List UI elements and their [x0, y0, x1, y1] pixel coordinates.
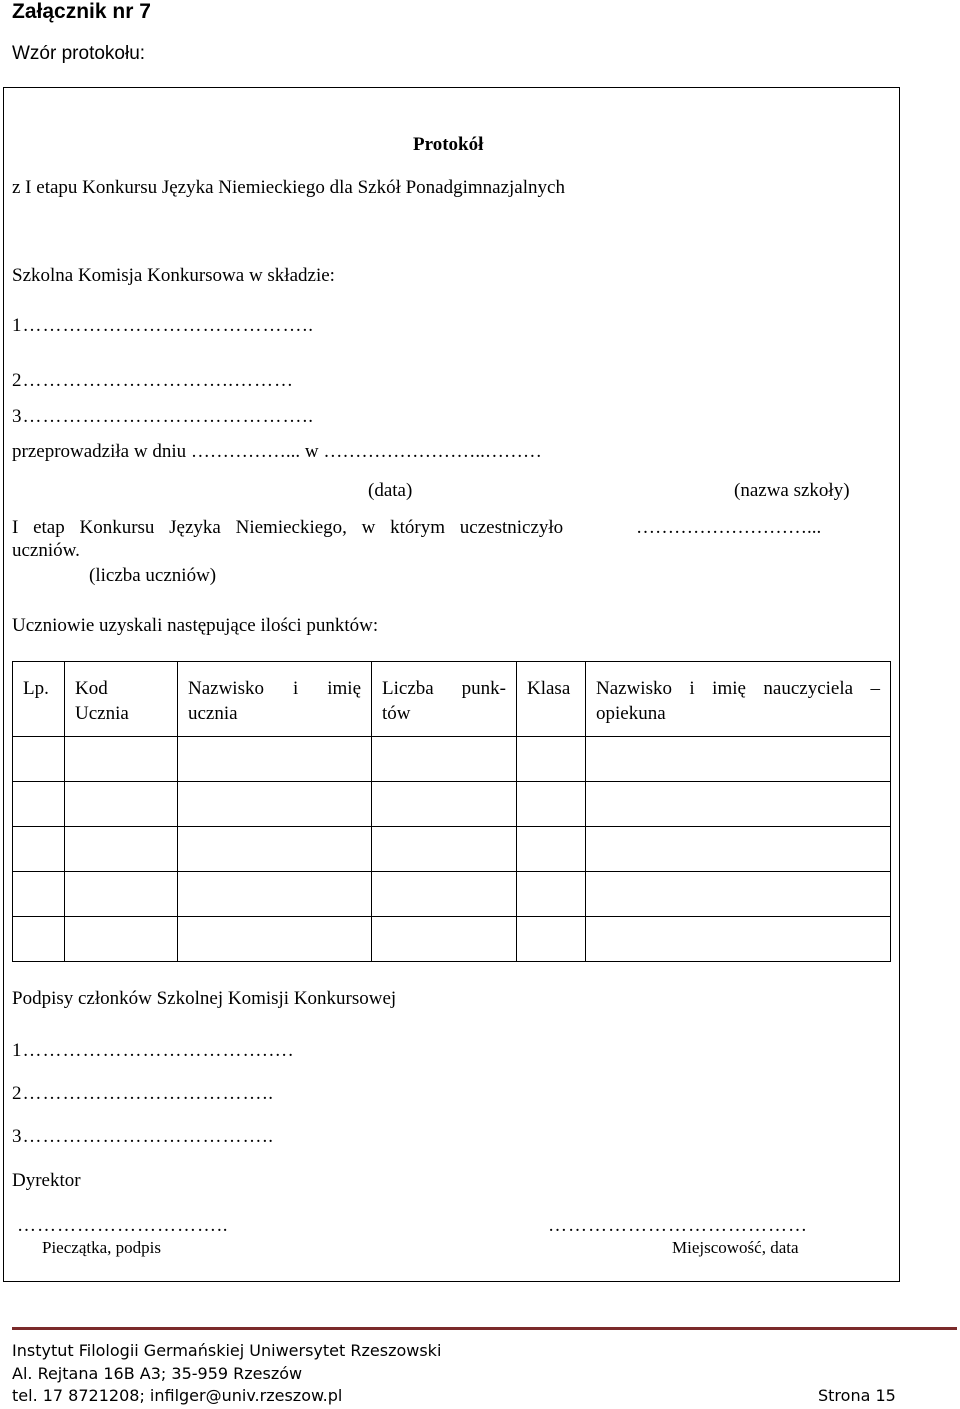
table-cell[interactable]: [586, 737, 891, 782]
table-cell[interactable]: [517, 737, 586, 782]
conducted-line[interactable]: przeprowadziła w dniu ……………... w ……………………..………: [12, 441, 542, 462]
table-cell[interactable]: [65, 827, 178, 872]
table-cell[interactable]: [372, 917, 517, 962]
header-student-name: Nazwisko i imię ucznia: [178, 662, 372, 737]
header-points: Liczba punk- tów: [372, 662, 517, 737]
protocol-subtitle: z I etapu Konkursu Języka Niemieckiego dla Szkół Ponadgimnazjalnych: [12, 177, 565, 198]
table-cell[interactable]: [13, 917, 65, 962]
footer-address: Al. Rejtana 16B A3; 35-959 Rzeszów: [12, 1364, 303, 1383]
stage-line-dots[interactable]: ………………………...: [636, 517, 822, 538]
stage-line-end: uczniów.: [12, 540, 80, 561]
header-lp: Lp.: [13, 662, 65, 737]
signatures-label: Podpisy członków Szkolnej Komisji Konkursowej: [12, 988, 397, 1009]
table-cell[interactable]: [517, 917, 586, 962]
table-cell[interactable]: [178, 737, 372, 782]
table-cell[interactable]: [65, 782, 178, 827]
signature-line-3[interactable]: 3………………………………..: [12, 1126, 274, 1147]
table-cell[interactable]: [178, 782, 372, 827]
attachment-title: Załącznik nr 7: [12, 0, 151, 23]
header-class: Klasa: [517, 662, 586, 737]
table-header-row: [13, 662, 891, 737]
table-cell[interactable]: [178, 917, 372, 962]
place-dots[interactable]: …………………………………: [548, 1215, 808, 1236]
header-teacher: Nazwisko i imię nauczyciela – opiekuna: [586, 662, 891, 737]
table-cell[interactable]: [65, 872, 178, 917]
member-line-2[interactable]: 2…………………………..………: [12, 370, 294, 391]
points-label: Uczniowie uzyskali następujące ilości punktów:: [12, 615, 379, 636]
committee-label: Szkolna Komisja Konkursowa w składzie:: [12, 265, 335, 286]
points-table: [12, 661, 891, 962]
stamp-caption: Pieczątka, podpis: [42, 1238, 161, 1257]
table-cell[interactable]: [372, 782, 517, 827]
member-line-1[interactable]: 1……………………………………..: [12, 315, 314, 336]
stage-line: I etap Konkursu Języka Niemieckiego, w którym uczestniczyło: [12, 517, 564, 538]
template-label: Wzór protokołu:: [12, 43, 146, 64]
table-cell[interactable]: [178, 827, 372, 872]
table-row: [13, 827, 891, 872]
students-caption: (liczba uczniów): [89, 565, 217, 586]
protocol-title: Protokół: [413, 134, 484, 155]
table-cell[interactable]: [372, 737, 517, 782]
table-cell[interactable]: [586, 917, 891, 962]
member-line-3[interactable]: 3……………………………………..: [12, 406, 314, 427]
table-cell[interactable]: [178, 872, 372, 917]
page-number: Strona 15: [818, 1386, 896, 1405]
table-cell[interactable]: [372, 827, 517, 872]
table-cell[interactable]: [13, 782, 65, 827]
header-student-code: Kod Ucznia: [65, 662, 178, 737]
place-caption: Miejscowość, data: [672, 1238, 799, 1257]
table-cell[interactable]: [586, 872, 891, 917]
table-row: [13, 917, 891, 962]
table-row: [13, 737, 891, 782]
footer-contact: tel. 17 8721208; infilger@univ.rzeszow.pl: [12, 1386, 343, 1405]
footer-divider: [12, 1327, 957, 1330]
table-cell[interactable]: [517, 782, 586, 827]
table-cell[interactable]: [13, 737, 65, 782]
table-cell[interactable]: [517, 872, 586, 917]
table-cell[interactable]: [65, 737, 178, 782]
date-caption: (data): [368, 480, 413, 501]
table-cell[interactable]: [13, 827, 65, 872]
director-label: Dyrektor: [12, 1170, 81, 1191]
table-cell[interactable]: [586, 827, 891, 872]
table-row: [13, 782, 891, 827]
signature-line-1[interactable]: 1……………………………….….: [12, 1040, 294, 1061]
table-cell[interactable]: [372, 872, 517, 917]
table-cell[interactable]: [65, 917, 178, 962]
table-row: [13, 872, 891, 917]
table-cell[interactable]: [586, 782, 891, 827]
school-caption: (nazwa szkoły): [734, 480, 850, 501]
stamp-dots[interactable]: …………………………..: [17, 1215, 229, 1236]
table-cell[interactable]: [517, 827, 586, 872]
table-cell[interactable]: [13, 872, 65, 917]
signature-line-2[interactable]: 2………………………………..: [12, 1083, 274, 1104]
footer-institute: Instytut Filologii Germańskiej Uniwersytet Rzeszowski: [12, 1341, 442, 1360]
